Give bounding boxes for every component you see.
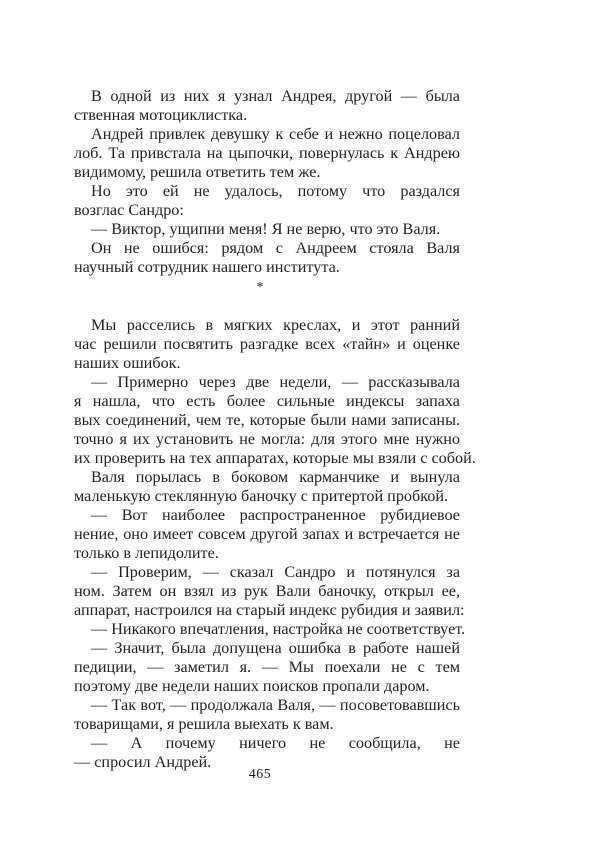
page-number: 465 <box>248 767 272 782</box>
section-separator: * <box>256 280 264 295</box>
text-line: В одной из них я узнал Андрея, другой — была <box>91 87 460 105</box>
text-line: — Вот наиболее распространенное рубидиевое <box>91 506 460 524</box>
text-line: — Значит, была допущена ошибка в работе нашей <box>91 639 460 657</box>
text-line: — Проверим, — сказал Сандро и потянулся за <box>91 563 460 581</box>
text-line: наших ошибок. <box>74 354 181 372</box>
text-line: поэтому две недели наших поисков пропали даром. <box>74 677 430 695</box>
text-line: я нашла, что есть более сильные индексы запаха <box>74 392 460 410</box>
text-line: только в лепидолите. <box>74 544 219 562</box>
text-line: их проверить на тех аппаратах, которые мы взяли с собой. <box>74 449 476 467</box>
text-line: — А почему ничего не сообщила, не <box>91 734 460 752</box>
text-line: маленькую стеклянную баночку с притертой пробкой. <box>74 487 449 505</box>
text-line: вых соединений, чем те, которые были нами записаны. <box>74 411 460 429</box>
text-line: Валя порылась в боковом карманчике и вынула <box>91 468 460 486</box>
text-line: точно я их установить не могла: для этого мне нужно <box>74 430 460 448</box>
text-line: лоб. Та привстала на цыпочки, повернулась к Андрею <box>74 144 460 162</box>
text-line: Андрей привлек девушку к себе и нежно поцеловал <box>91 125 460 143</box>
text-line: час решили посвятить разгадке всех «тайн» и оценке <box>74 335 460 353</box>
text-line: товарищами, я решила выехать к вам. <box>74 715 334 733</box>
text-line: — Никакого впечатления, настройка не соответствует. <box>91 620 466 638</box>
text-line: — Так вот, — продолжала Валя, — посоветовавшись <box>91 696 460 714</box>
text-line: Он не ошибся: рядом с Андреем стояла Валя <box>91 239 460 257</box>
text-line: возглас Сандро: <box>74 201 184 219</box>
text-section-2 <box>74 316 476 772</box>
text-line: — Виктор, ущипни меня! Я не верю, что это Валя. <box>91 220 441 238</box>
text-line: ственная мотоциклистка. <box>74 106 248 124</box>
text-line: нение, оно имеет совсем другой запах и встречается не <box>74 525 460 543</box>
text-line: Мы расселись в мягких креслах, и этот ранний <box>91 316 460 334</box>
text-line: — спросил Андрей. <box>74 753 212 771</box>
text-section-1 <box>74 87 460 277</box>
text-line: — Примерно через две недели, — рассказывала <box>91 373 460 391</box>
text-line: видимому, решила ответить тем же. <box>74 163 321 181</box>
text-line: научный сотрудник нашего института. <box>74 258 340 276</box>
text-line: педиции, — заметил я. — Мы поехали не с тем <box>74 658 460 676</box>
text-line: ном. Затем он взял из рук Вали баночку, открыл ее, <box>74 582 460 600</box>
text-line: Но это ей не удалось, потому что раздался <box>91 182 460 200</box>
text-line: аппарат, настроился на старый индекс рубидия и заявил: <box>74 601 465 619</box>
